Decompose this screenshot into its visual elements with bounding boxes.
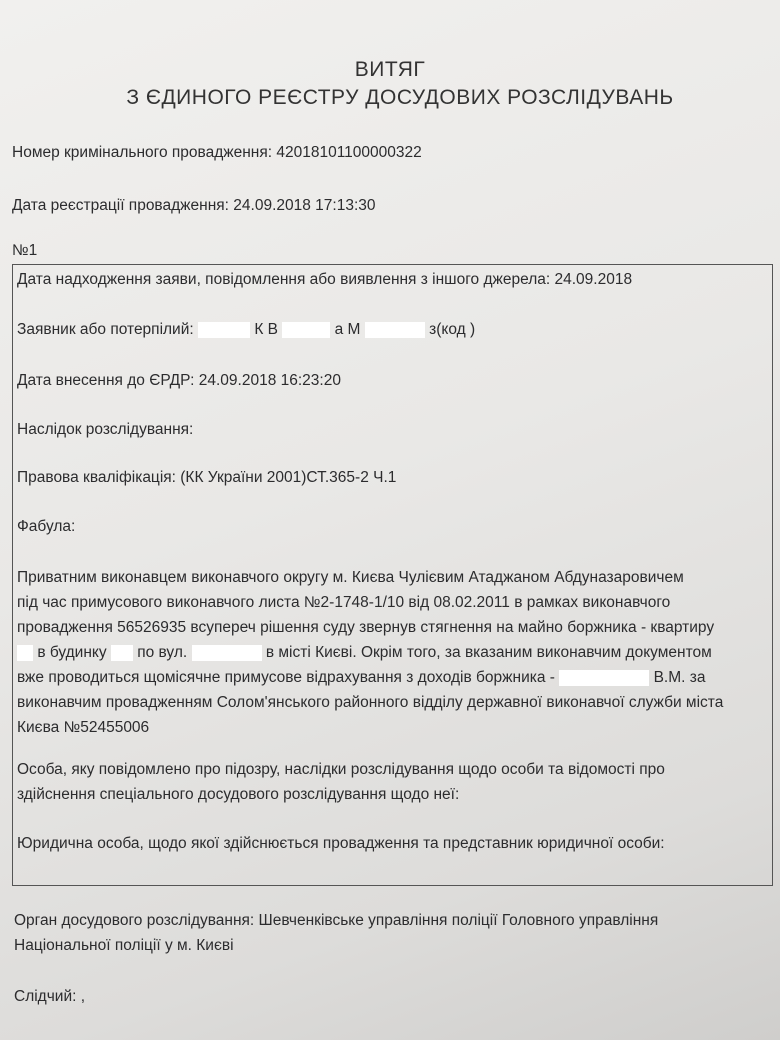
erdr-date: Дата внесення до ЄРДР: 24.09.2018 16:23:20: [17, 372, 341, 389]
received-date: Дата надходження заяви, повідомлення або виявлення з іншого джерела: 24.09.2018: [17, 271, 633, 288]
fabula-line: виконавчим провадженням Солом'янського районного відділу державної виконавчої служби міста: [17, 694, 724, 711]
legal-entity-info: Юридична особа, щодо якої здійснюється провадження та представник юридичної особи:: [17, 835, 665, 852]
suspect-info-line2: здійснення спеціального досудового розслідування щодо неї:: [17, 786, 460, 803]
entry-number: №1: [12, 242, 38, 259]
redaction-mark: [365, 322, 425, 338]
registration-date: Дата реєстрації провадження: 24.09.2018 17:13:30: [12, 197, 376, 214]
applicant-part-1: К В: [254, 321, 278, 338]
case-number: Номер кримінального провадження: 42018101100000322: [12, 144, 422, 161]
fabula-line: Приватним виконавцем виконавчого округу м. Києва Чулієвим Атаджаном Абдуназаровичем: [17, 569, 684, 586]
fabula-line: під час примусового виконавчого листа №2-1748-1/10 від 08.02.2011 в рамках виконавчого: [17, 594, 671, 611]
document-subtitle: З ЄДИНОГО РЕЄСТРУ ДОСУДОВИХ РОЗСЛІДУВАНЬ: [126, 86, 674, 109]
fabula-line: [17, 640, 765, 665]
legal-qualification: Правова кваліфікація: (КК України 2001)СТ.365-2 Ч.1: [17, 469, 397, 486]
applicant-part-2: а М: [334, 321, 361, 338]
redaction-mark: [282, 322, 330, 338]
fabula-line: [17, 665, 765, 690]
fabula-text: [17, 565, 765, 740]
applicant-part-3: з(код ): [429, 321, 476, 338]
fabula-fragment: по вул.: [137, 644, 188, 661]
suspect-info-line1: Особа, яку повідомлено про підозру, наслідки розслідування щодо особи та відомості про: [17, 761, 665, 778]
investigation-consequence: Наслідок розслідування:: [17, 421, 194, 438]
fabula-fragment: В.М. за: [653, 669, 706, 686]
applicant-row: [17, 321, 475, 339]
redaction-mark: [17, 645, 33, 661]
redaction-mark: [111, 645, 133, 661]
entry-box: [12, 264, 773, 886]
authority-line1: Орган досудового розслідування: Шевченківське управління поліції Головного управління: [14, 912, 659, 929]
investigator: Слідчий: ,: [14, 988, 86, 1005]
fabula-line: Києва №52455006: [17, 719, 150, 736]
authority-line2: Національної поліції у м. Києві: [14, 937, 234, 954]
fabula-fragment: в місті Києві. Окрім того, за вказаним виконавчим документом: [265, 644, 712, 661]
fabula-fragment: вже проводиться щомісячне примусове відрахування з доходів боржника -: [17, 669, 555, 686]
redaction-mark: [192, 645, 262, 661]
redaction-mark: [198, 322, 250, 338]
applicant-label: Заявник або потерпілий:: [17, 321, 194, 338]
redaction-mark: [559, 670, 649, 686]
fabula-line: провадження 56526935 всупереч рішення суду звернув стягнення на майно боржника - квартиру: [17, 619, 715, 636]
fabula-fragment: в будинку: [37, 644, 107, 661]
fabula-label: Фабула:: [17, 518, 76, 535]
document-title: ВИТЯГ: [354, 58, 426, 81]
